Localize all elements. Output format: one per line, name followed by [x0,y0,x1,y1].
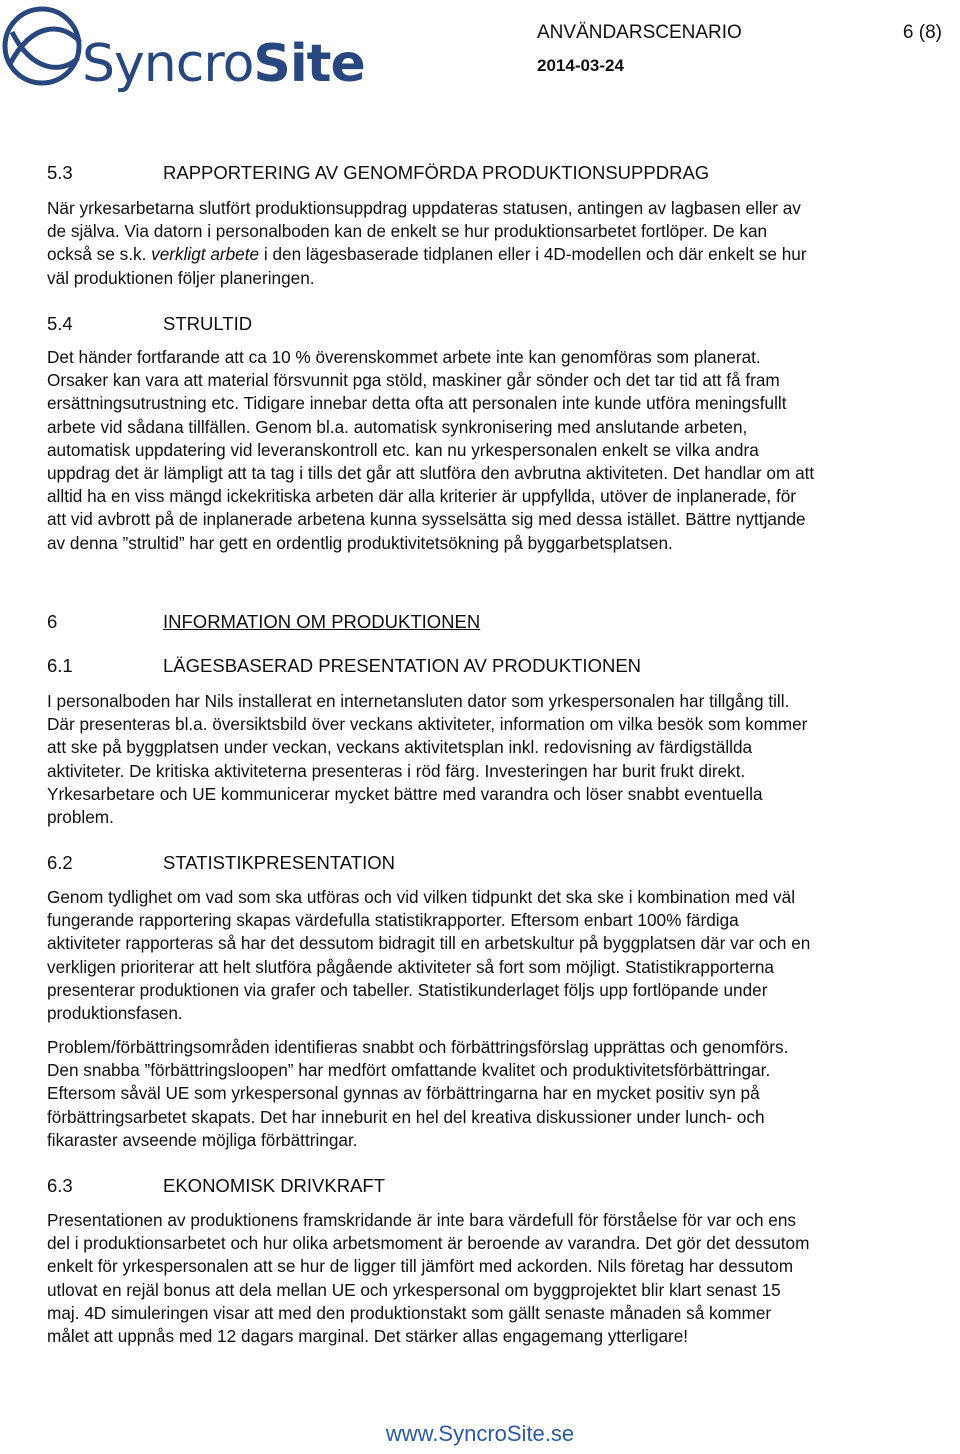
text-line: fikaraster avseende möjliga förbättringar. [47,1129,358,1150]
text-line: I personalboden har Nils installerat en internetansluten dator som yrkespersonalen har tillgång till. [47,691,790,711]
logo-mark-icon [2,2,84,112]
heading-number: 6.2 [47,852,73,873]
text-line: målet att uppnås med 12 dagars marginal. Det stärker allas engagemang ytterligare! [47,1326,689,1347]
heading-6-3 [47,1174,385,1198]
text-line: maj. 4D simuleringen visar att med den produktionstakt som gällt senaste månaden så kommer [47,1302,772,1323]
text-line: aktiviteter rapporteras så har det dessutom bidragit till en arbetskultur på byggplatsen där var och en [47,933,811,954]
heading-number: 6 [47,611,58,632]
text-line: enkelt för yrkespersonalen att se hur de ligger till jämfört med ackorden. Nils företag har dessutom [47,1256,794,1277]
logo-wordmark [82,34,365,94]
header-meta [537,16,742,82]
text-line: verkligen prioriterar att helt slutföra pågående aktiviteter så fort som möjligt. Statistikrapporterna [47,956,774,977]
heading-5-3 [47,161,709,185]
text-line: Orsaker kan vara att material försvunnit pga stöld, maskiner går sönder och det tar tid att få fram [47,370,780,391]
paragraph-5-4 [47,346,947,555]
text-line: aktiviteter. De kritiska aktiviteterna presenteras i röd färg. Investeringen har burit frukt direkt. [47,760,746,781]
heading-title: LÄGESBASERAD PRESENTATION AV PRODUKTIONEN [163,655,642,676]
syncrosite-logo [0,0,365,112]
text-line: automatisk uppdatering vid leveranskontroll etc. kan nu yrkespersonalen enkelt se vilka andra [47,439,759,460]
text-line: förbättringsarbetet skapats. Det har inneburit en hel del kreativa diskussioner under lunch- och [47,1106,765,1127]
footer-link[interactable]: www.SyncroSite.se [385,1421,575,1446]
heading-number: 5.3 [47,162,73,183]
text-line: produktionsfasen. [47,1003,183,1024]
text-run: i den lägesbaserade tidplanen eller i 4D-modellen och där enkelt se hur [259,244,807,265]
text-line: Problem/förbättringsområden identifieras snabbt och förbättringsförslag upprättas och genomförs. [47,1037,789,1057]
heading-number: 5.4 [47,313,73,334]
page-number: 6 (8) [902,22,942,43]
paragraph-5-3 [47,197,947,290]
text-line: Där presenteras bl.a. översiktsbild över veckans aktiviteter, information om vilka besök som kommer [47,714,808,735]
text-line: ersättningsutrustning etc. Tidigare innebar detta ofta att personalen inte kunde utföra meningsfullt [47,393,787,414]
heading-title: EKONOMISK DRIVKRAFT [163,1175,386,1196]
text-line [47,243,947,266]
text-line: att ske på byggplatsen under veckan, veckans aktivitetsplan inkl. redovisning av färdigställda [47,737,753,758]
text-line: de själva. Via datorn i personalboden kan de enkelt se hur produktionsarbetet fortlöper. De kan [47,221,768,242]
text-line: uppdrag det är lämpligt att ta tag i tills det går att slutföra den avbrutna aktiviteten. Det handlar om att [47,463,815,484]
heading-6 [47,610,480,634]
doc-type: ANVÄNDARSCENARIO [537,22,742,43]
paragraph-6-3 [47,1209,947,1348]
emphasis-verkligt-arbete: verkligt arbete [151,244,260,265]
heading-number: 6.3 [47,1175,73,1196]
text-line: del i produktionsarbetet och hur olika arbetsmoment är beroende av varandra. Det gör det dessutom [47,1233,810,1254]
paragraph-6-1 [47,690,947,829]
paragraph-6-2-b [47,1036,947,1152]
logo-word-site: Site [253,34,365,94]
text-line: Genom tydlighet om vad som ska utföras och vid vilken tidpunkt det ska ske i kombination med väl [47,887,796,907]
logo-word-syncro: Syncro [82,34,254,94]
text-run: också se s.k. [47,244,152,265]
text-line: att vid avbrott på de inplanerade arbetena kunna sysselsätta sig med dessa istället. Bättre nyttjande [47,509,806,530]
text-line: Yrkesarbetare och UE kommunicerar mycket bättre med varandra och löser snabbt eventuella [47,783,763,804]
text-line: alltid ha en viss mängd ickekritiska arbeten där alla kriterier är uppfyllda, utöver de inplanerade, för [47,486,796,507]
text-line: problem. [47,807,114,828]
text-line: Det händer fortfarande att ca 10 % överenskommet arbete inte kan genomföras som planerat. [47,347,761,367]
text-line: arbete vid sådana tillfällen. Genom bl.a. automatisk synkronisering med anslutande arbeten, [47,416,748,437]
text-line: av denna ”strultid” har gett en ordentlig produktivitetsökning på byggarbetsplatsen. [47,532,673,553]
text-line: fungerande rapportering skapas värdefulla statistikrapporter. Eftersom enbart 100% färdiga [47,910,739,931]
heading-title: STATISTIKPRESENTATION [163,852,395,873]
heading-5-4 [47,312,252,336]
heading-title: RAPPORTERING AV GENOMFÖRDA PRODUKTIONSUPPDRAG [163,162,710,183]
text-line: väl produktionen följer planeringen. [47,267,315,288]
text-line: När yrkesarbetarna slutfört produktionsuppdrag uppdateras statusen, antingen av lagbasen eller av [47,198,801,218]
heading-title: STRULTID [163,313,253,334]
text-line: Den snabba ”förbättringsloopen” har medfört omfattande kvalitet och produktivitetsförbättringar. [47,1060,771,1081]
paragraph-6-2 [47,886,947,1025]
text-line: presenterar produktionen via grafer och tabeller. Statistikunderlaget följs upp fortlöpande under [47,979,768,1000]
heading-number: 6.1 [47,655,73,676]
heading-title: INFORMATION OM PRODUKTIONEN [163,611,481,632]
doc-date: 2014-03-24 [537,56,624,75]
heading-6-1 [47,654,641,678]
heading-6-2 [47,851,395,875]
text-line: utlovat en rejäl bonus att dela mellan UE och yrkespersonal om byggprojektet blir klart senast 15 [47,1279,781,1300]
text-line: Presentationen av produktionens framskridande är inte bara värdefull för förståelse för var och ens [47,1210,797,1230]
text-line: Eftersom såväl UE som yrkespersonal gynnas av förbättringarna har en mycket positiv syn på [47,1083,760,1104]
